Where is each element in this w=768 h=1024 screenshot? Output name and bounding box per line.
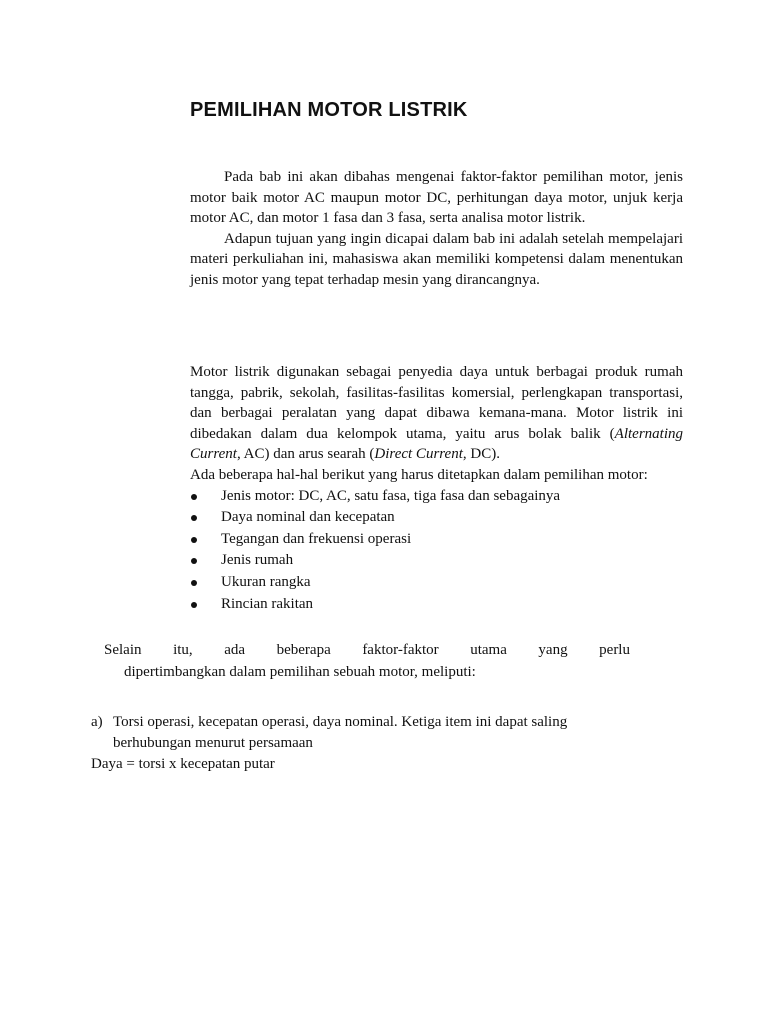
- word: utama: [470, 642, 507, 658]
- list-item: [190, 572, 683, 594]
- word: beberapa: [276, 642, 331, 658]
- word: ada: [224, 642, 246, 658]
- list-item-text: Daya nominal dan kecepatan: [221, 509, 395, 526]
- list-item: [190, 529, 683, 551]
- word: Selain: [104, 642, 142, 658]
- italic-term: Direct Current: [374, 446, 463, 463]
- list-item: [190, 594, 683, 616]
- intro-paragraph: Pada bab ini akan dibahas mengenai faktor-faktor pemilihan motor, jenis motor baik motor AC maupun motor DC, perhitungan daya motor, unjuk kerja motor AC, dan motor 1 fasa dan 3 fasa, serta analisa motor listrik.: [190, 169, 683, 227]
- bullet-icon: [191, 494, 197, 500]
- paragraph-text: , AC) dan arus searah (: [236, 446, 375, 463]
- bullet-icon: [191, 515, 197, 521]
- bullet-icon: [191, 580, 197, 586]
- intro-paragraph: Adapun tujuan yang ingin dicapai dalam bab ini adalah setelah mempelajari materi perkuliahan ini, mahasiswa akan memiliki kompetensi dalam menentukan jenis motor yang tepat terhadap mesin yang dirancangnya.: [190, 230, 683, 288]
- paragraph-text: Motor listrik digunakan sebagai penyedia daya untuk berbagai produk rumah tangga, pabrik, sekolah, fasilitas-fasilitas komersial, perlengkapan transportasi, dan berbagai peralatan yang dapat dibawa kemana-mana. Motor listrik ini dibedakan dalam dua kelompok utama, yaitu arus bolak balik (: [190, 364, 683, 442]
- list-item-text: Jenis motor: DC, AC, satu fasa, tiga fasa dan sebagainya: [221, 487, 561, 504]
- factors-intro-line: [104, 640, 630, 661]
- intro-section: [190, 167, 683, 291]
- power-formula: Daya = torsi x kecepatan putar: [91, 756, 275, 772]
- word: itu,: [173, 642, 193, 658]
- list-marker: a): [91, 714, 103, 730]
- list-item-text: Ukuran rangka: [221, 573, 311, 590]
- list-item-text: berhubungan menurut persamaan: [113, 735, 313, 751]
- bullet-icon: [191, 558, 197, 564]
- list-item-text: Tegangan dan frekuensi operasi: [221, 530, 412, 547]
- list-item-text: Jenis rumah: [221, 552, 294, 569]
- bullet-icon: [191, 602, 197, 608]
- list-item-text: Rincian rakitan: [221, 595, 314, 612]
- bullet-icon: [191, 537, 197, 543]
- selection-criteria-list: [190, 486, 683, 616]
- word: faktor-faktor: [362, 642, 439, 658]
- word: perlu: [599, 642, 630, 658]
- paragraph-text: , DC).: [462, 446, 500, 463]
- list-item-text: Torsi operasi, kecepatan operasi, daya nominal. Ketiga item ini dapat saling: [113, 714, 568, 730]
- page-title: PEMILIHAN MOTOR LISTRIK: [190, 99, 468, 121]
- list-item: [190, 486, 683, 508]
- motor-description-paragraph: [190, 362, 683, 465]
- list-item: [190, 507, 683, 529]
- list-item: [190, 550, 683, 572]
- selection-intro-paragraph: Ada beberapa hal-hal berikut yang harus ditetapkan dalam pemilihan motor:: [190, 466, 648, 483]
- body-section: [190, 362, 683, 615]
- factors-intro-continuation: dipertimbangkan dalam pemilihan sebuah motor, meliputi:: [124, 664, 476, 680]
- italic-term: Alternating Current: [190, 425, 683, 463]
- word: yang: [538, 642, 568, 658]
